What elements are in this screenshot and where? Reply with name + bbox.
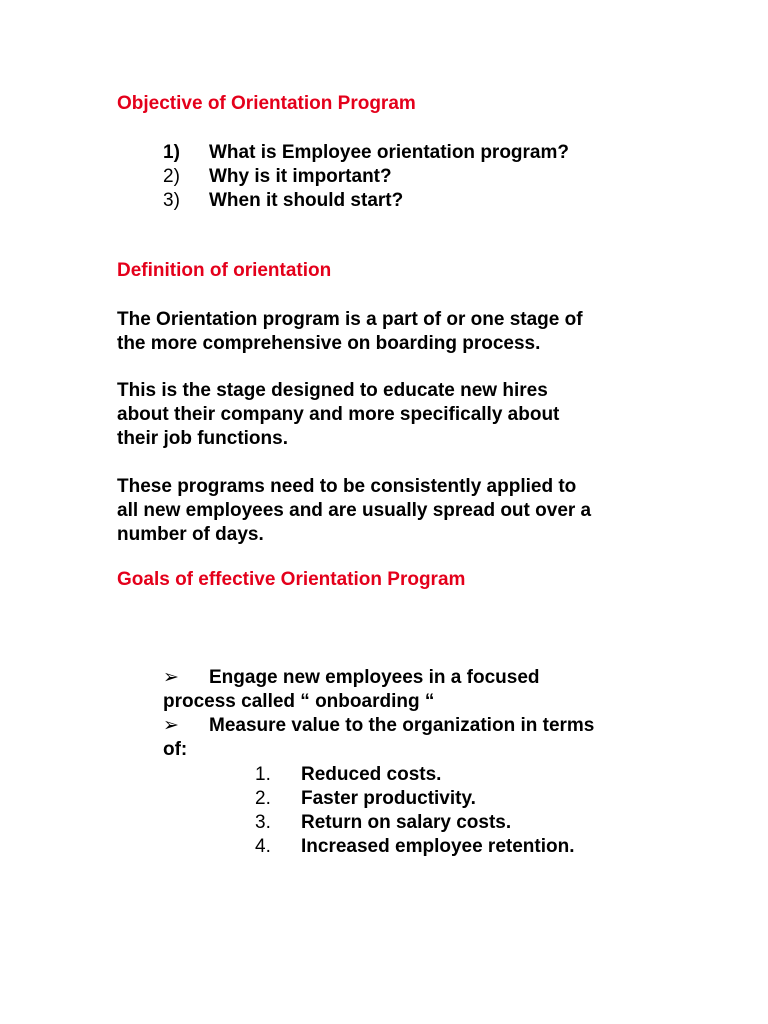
definition-paragraph-3 [117, 475, 677, 547]
paragraph-line: all new employees and are usually spread out over a [117, 500, 592, 521]
objective-heading: Objective of Orientation Program [117, 93, 416, 114]
bullet-item [163, 666, 594, 714]
list-item-number: 2. [255, 788, 271, 809]
bullet-text-continued: process called “ onboarding “ [163, 691, 435, 712]
list-item [255, 763, 575, 787]
list-item-text: Reduced costs. [301, 764, 442, 785]
list-item-text: Return on salary costs. [301, 812, 512, 833]
definition-paragraph-1 [117, 308, 677, 356]
list-item [255, 835, 575, 859]
goals-bullet-list [163, 666, 594, 762]
definition-heading: Definition of orientation [117, 260, 332, 281]
list-item-number: 3. [255, 812, 271, 833]
list-item-number: 3) [163, 190, 180, 211]
bullet-text: Measure value to the organization in terms [209, 715, 595, 736]
list-item-number: 1. [255, 764, 271, 785]
goals-numbered-list [255, 763, 575, 859]
list-item-text: What is Employee orientation program? [209, 142, 569, 163]
bullet-text-continued: of: [163, 739, 188, 760]
list-item-number: 4. [255, 836, 271, 857]
bullet-text: Engage new employees in a focused [209, 667, 540, 688]
bullet-item [163, 714, 594, 762]
paragraph-line: This is the stage designed to educate new hires [117, 380, 548, 401]
list-item-text: Why is it important? [209, 166, 392, 187]
list-item [255, 787, 575, 811]
goals-heading: Goals of effective Orientation Program [117, 569, 466, 590]
paragraph-line: number of days. [117, 524, 264, 545]
list-item [163, 189, 569, 213]
list-item [163, 141, 569, 165]
list-item-text: Increased employee retention. [301, 836, 575, 857]
paragraph-line: about their company and more specifically about [117, 404, 560, 425]
arrow-bullet-icon: ➢ [163, 715, 179, 736]
paragraph-line: the more comprehensive on boarding process. [117, 333, 541, 354]
list-item-text: Faster productivity. [301, 788, 476, 809]
paragraph-line: their job functions. [117, 428, 288, 449]
list-item [163, 165, 569, 189]
arrow-bullet-icon: ➢ [163, 667, 179, 688]
list-item [255, 811, 575, 835]
paragraph-line: These programs need to be consistently applied to [117, 476, 577, 497]
objective-list [163, 141, 569, 213]
list-item-number: 1) [163, 142, 180, 163]
list-item-text: When it should start? [209, 190, 404, 211]
list-item-number: 2) [163, 166, 180, 187]
paragraph-line: The Orientation program is a part of or one stage of [117, 309, 583, 330]
definition-paragraph-2 [117, 379, 677, 451]
